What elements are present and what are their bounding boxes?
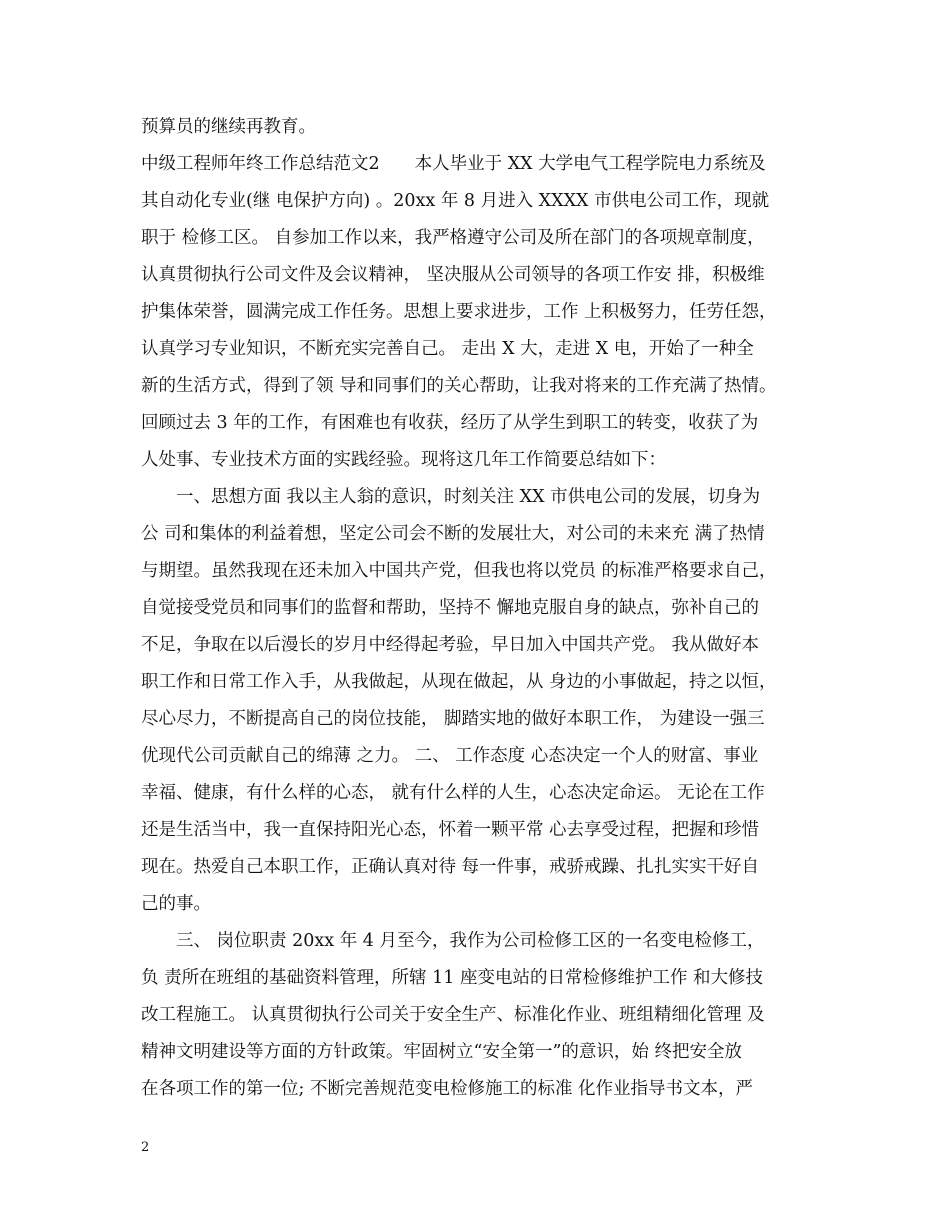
text-line: 现在。热爱自己本职工作，正确认真对待 每一件事，戒骄戒躁、扎扎实实干好自 xyxy=(141,857,760,877)
text-line: 尽心尽力，不断提高自己的岗位技能， 脚踏实地的做好本职工作， 为建设一强三 xyxy=(141,709,765,729)
text-line: 还是生活当中，我一直保持阳光心态，怀着一颗平常 心去享受过程，把握和珍惜 xyxy=(141,820,760,840)
text-line: 负 责所在班组的基础资料管理，所辖 11 座变电站的日常检修维护工作 和大修技 xyxy=(141,968,764,988)
text-line: 在各项工作的第一位; 不断完善规范变电检修施工的标准 化作业指导书文本，严 xyxy=(141,1079,754,1099)
text-line: 精神文明建设等方面的方针政策。牢固树立“安全第一”的意识，始 终把安全放 xyxy=(141,1042,742,1062)
text-line: 新的生活方式，得到了领 导和同事们的关心帮助，让我对将来的工作充满了热情。 xyxy=(141,376,777,396)
text-line: 改工程施工。 认真贯彻执行公司关于安全生产、标准化作业、班组精细化管理 及 xyxy=(141,1005,765,1025)
text-line: 己的事。 xyxy=(141,894,211,914)
text-line: 优现代公司贡献自己的绵薄 之力。 二、 工作态度 心态决定一个人的财富、事业 xyxy=(141,746,759,766)
text-line: 认真贯彻执行公司文件及会议精神， 坚决服从公司领导的各项工作安 排，积极维 xyxy=(141,265,765,285)
text-line: 回顾过去 3 年的工作，有困难也有收获，经历了从学生到职工的转变，收获了为 xyxy=(141,413,759,433)
text-line: 三、 岗位职责 20xx 年 4 月至今，我作为公司检修工区的一名变电检修工， xyxy=(141,931,765,951)
text-line: 预算员的继续再教育。 xyxy=(141,117,316,137)
text-line: 与期望。虽然我现在还未加入中国共产党，但我也将以党员 的标准严格要求自己， xyxy=(141,561,777,581)
text-line: 自觉接受党员和同事们的监督和帮助，坚持不 懈地克服自身的缺点，弥补自己的 xyxy=(141,598,760,618)
text-line: 职于 检修工区。 自参加工作以来，我严格遵守公司及所在部门的各项规章制度， xyxy=(141,228,765,248)
text-line: 公 司和集体的利益着想，坚定公司会不断的发展壮大，对公司的未来充 满了热情 xyxy=(141,524,765,544)
text-line: 中级工程师年终工作总结范文2 本人毕业于 XX 大学电气工程学院电力系统及 xyxy=(141,154,766,174)
text-line: 护集体荣誉，圆满完成工作任务。思想上要求进步，工作 上积极努力，任劳任怨， xyxy=(141,302,777,322)
text-line: 不足，争取在以后漫长的岁月中经得起考验，早日加入中国共产党。 我从做好本 xyxy=(141,635,760,655)
page-number: 2 xyxy=(141,1140,150,1155)
text-line: 幸福、健康，有什么样的心态， 就有什么样的人生，心态决定命运。 无论在工作 xyxy=(141,783,765,803)
text-line: 人处事、专业技术方面的实践经验。现将这几年工作简要总结如下： xyxy=(141,450,666,470)
text-line: 认真学习专业知识，不断充实完善自己。 走出 X 大，走进 X 电，开始了一种全 xyxy=(141,339,754,359)
text-line: 一、思想方面 我以主人翁的意识，时刻关注 XX 市供电公司的发展，切身为 xyxy=(141,487,761,507)
text-line: 职工作和日常工作入手，从我做起，从现在做起，从 身边的小事做起，持之以恒， xyxy=(141,672,777,692)
text-line: 其自动化专业(继 电保护方向) 。20xx 年 8 月进入 XXXX 市供电公司工作，现就 xyxy=(141,191,770,211)
